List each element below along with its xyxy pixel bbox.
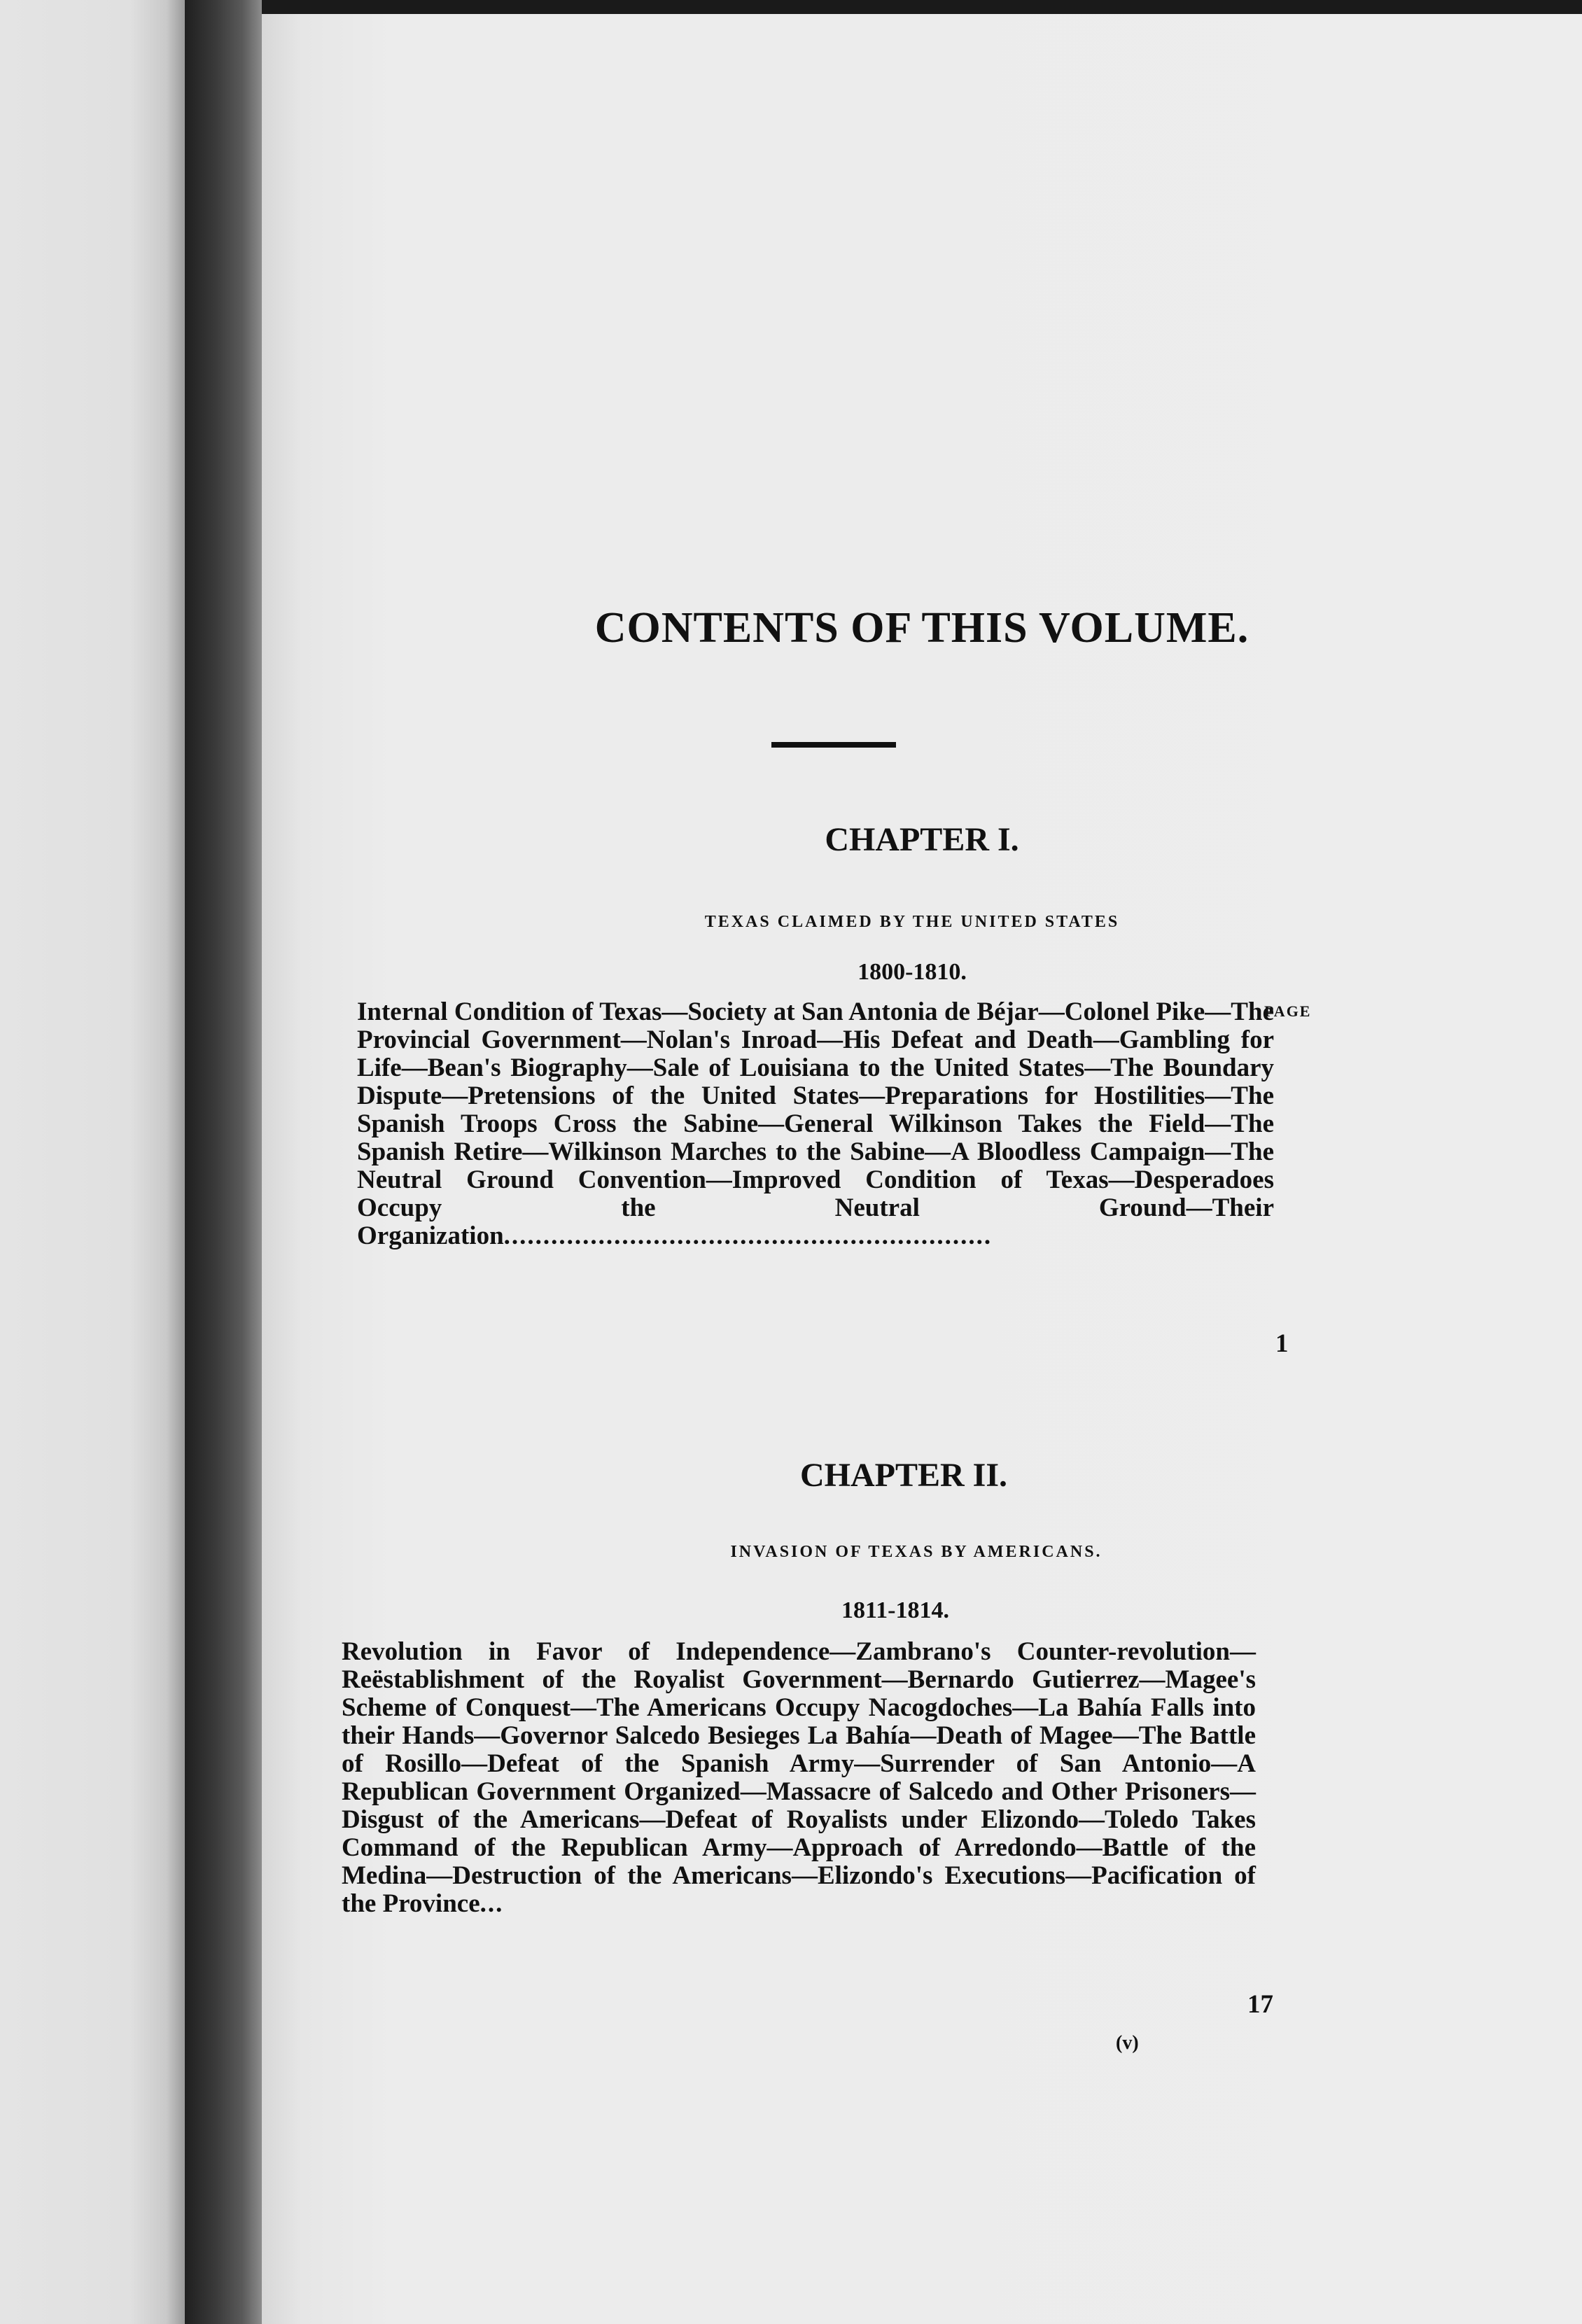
chapter-1-heading: CHAPTER I. bbox=[825, 821, 1019, 858]
chapter-1-summary bbox=[357, 998, 1274, 1250]
folio-number: (v) bbox=[1116, 2032, 1139, 2054]
title-rule bbox=[771, 742, 896, 748]
chapter-1-subtitle: TEXAS CLAIMED BY THE UNITED STATES bbox=[704, 913, 1120, 931]
chapter-2-summary-text: Revolution in Favor of Independence—Zambrano's Counter-revolution—Reëstablishment of the Royalist Government—Bernardo Gutierrez—Magee's Scheme of Conquest—The Americans Occupy Nacogdoches—La Bahía Falls into their Hands—Governor Salcedo Besieges La Bahía—Death of Magee—The Battle of Rosillo—Defeat of the Spanish Army—Surrender of San Antonio—A Republican Government Organized—Massacre of Salcedo and Other Prisoners—Disgust of the Americans—Defeat of Royalists under Elizondo—Toledo Takes Command of the Republican Army—Approach of Arredondo—Battle of the Medina—Destruction of the Americans—Elizondo's Executions—Pacification of the Province bbox=[342, 1637, 1256, 1918]
book-gutter bbox=[185, 0, 262, 2324]
chapter-1-page-number: 1 bbox=[1275, 1329, 1289, 1358]
facing-page-edge bbox=[0, 0, 185, 2324]
chapter-2-summary bbox=[342, 1638, 1256, 1918]
contents-page bbox=[262, 14, 1582, 2324]
book-page bbox=[262, 14, 1582, 2324]
chapter-2-subtitle: INVASION OF TEXAS BY AMERICANS. bbox=[730, 1543, 1102, 1561]
chapter-1-years: 1800-1810. bbox=[858, 959, 967, 985]
page-column-label: PAGE bbox=[1264, 1002, 1312, 1020]
chapter-1-summary-text: Internal Condition of Texas—Society at San Antonia de Béjar—Colonel Pike—The Provincial Government—Nolan's Inroad—His Defeat and Death—Gambling for Life—Bean's Biography—Sale of Louisiana to the United States—The Boundary Dispute—Pretensions of the United States—Preparations for Hostilities—The Spanish Troops Cross the Sabine—General Wilkinson Takes the Field—The Spanish Retire—Wilkinson Marches to the Sabine—A Bloodless Campaign—The Neutral Ground Convention—Improved Condition of Texas—Desperadoes Occupy the Neutral Ground—Their Organization bbox=[357, 997, 1274, 1250]
chapter-2-heading: CHAPTER II. bbox=[799, 1457, 1008, 1494]
chapter-2-years: 1811-1814. bbox=[841, 1597, 949, 1623]
leader-dots: ... bbox=[479, 1889, 504, 1918]
leader-dots: .............................................................. bbox=[503, 1222, 993, 1250]
chapter-2-page-number: 17 bbox=[1247, 1990, 1273, 2019]
page-title: CONTENTS OF THIS VOLUME. bbox=[594, 604, 1250, 652]
